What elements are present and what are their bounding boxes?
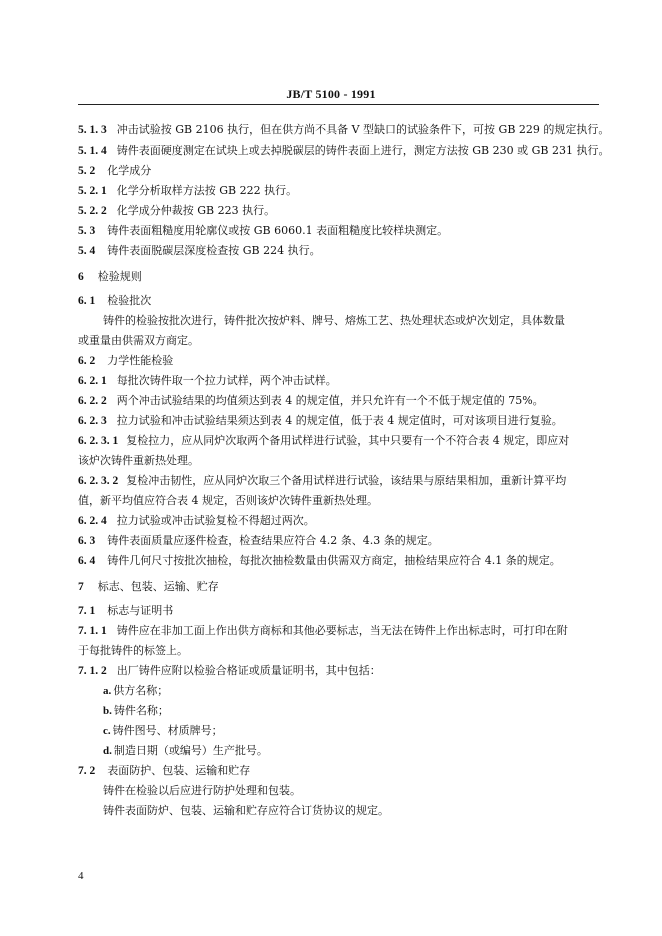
text-line xyxy=(78,224,448,238)
clause-number: 5. 1. 4 xyxy=(78,145,107,157)
clause-text: 表面防护、包装、运输和贮存 xyxy=(107,764,251,777)
clause-text: 铸件图号、材质牌号； xyxy=(112,724,223,737)
clause-text: 铸件名称； xyxy=(113,704,169,717)
text-line xyxy=(78,454,199,468)
text-line xyxy=(78,294,151,308)
document-header: JB/T 5100 - 1991 xyxy=(286,87,376,101)
text-line xyxy=(78,270,142,284)
clause-text: 标志与证明书 xyxy=(107,604,174,617)
clause-text: 铸件表面脱碳层深度检查按 GB 224 执行。 xyxy=(107,244,321,257)
clause-text: 该炉次铸件重新热处理。 xyxy=(78,454,199,467)
clause-text: 标志、包装、运输、贮存 xyxy=(97,580,219,593)
clause-text: 化学分析取样方法按 GB 222 执行。 xyxy=(116,184,298,197)
clause-text: 出厂铸件应附以检验合格证或质量证明书，其中包括： xyxy=(116,664,381,677)
clause-number: 6. 2 xyxy=(78,355,96,367)
list-item-label: c. xyxy=(103,725,111,737)
clause-text: 检验规则 xyxy=(97,270,142,283)
clause-number: 6. 2. 1 xyxy=(78,375,107,387)
text-line xyxy=(78,644,188,658)
text-line xyxy=(78,624,568,638)
clause-number: 7. 1. 1 xyxy=(78,625,107,637)
clause-number: 6. 2. 3. 2 xyxy=(78,475,119,487)
clause-text: 拉力试验或冲击试验复检不得超过两次。 xyxy=(116,514,315,527)
text-line xyxy=(78,204,275,218)
clause-number: 6. 2. 4 xyxy=(78,515,107,527)
text-line xyxy=(78,374,337,388)
text-line xyxy=(78,474,566,488)
clause-number: 5. 2 xyxy=(78,165,96,177)
clause-text: 两个冲击试验结果的均值须达到表 4 的规定值，并只允许有一个不低于规定值的 75%。 xyxy=(116,394,544,407)
clause-number: 6. 2. 3 xyxy=(78,415,107,427)
text-line xyxy=(78,580,219,594)
clause-number: 5. 4 xyxy=(78,245,96,257)
clause-text: 铸件表面粗糙度用轮廓仪或按 GB 6060.1 表面粗糙度比较样块测定。 xyxy=(107,224,449,237)
text-line xyxy=(78,554,561,568)
page-number: 4 xyxy=(78,870,84,882)
text-line xyxy=(78,514,315,528)
text-line xyxy=(78,604,173,618)
text-line xyxy=(78,434,569,448)
text-line xyxy=(78,184,297,198)
text-line xyxy=(78,354,173,368)
text-line xyxy=(78,164,151,178)
clause-text: 供方名称； xyxy=(113,684,169,697)
clause-text: 化学成分仲裁按 GB 223 执行。 xyxy=(116,204,276,217)
text-line xyxy=(103,724,223,738)
clause-text: 铸件表面质量应逐件检查，检查结果应符合 4.2 条、4.3 条的规定。 xyxy=(107,534,439,547)
clause-number: 5. 1. 3 xyxy=(78,124,107,136)
clause-text: 铸件应在非加工面上作出供方商标和其他必要标志，当无法在铸件上作出标志时，可打印在附 xyxy=(116,624,568,637)
list-item-label: b. xyxy=(103,705,112,717)
list-item-label: a. xyxy=(103,685,112,697)
clause-number: 6. 2. 2 xyxy=(78,395,107,407)
clause-text: 或重量由供需双方商定。 xyxy=(78,334,199,347)
clause-text: 铸件几何尺寸按批次抽检，每批次抽检数量由供需双方商定，抽检结果应符合 4.1 条的规定。 xyxy=(107,554,561,567)
text-line xyxy=(103,314,565,328)
text-line xyxy=(78,244,321,258)
text-line xyxy=(103,784,301,798)
clause-number: 6. 4 xyxy=(78,555,96,567)
clause-text: 每批次铸件取一个拉力试样，两个冲击试样。 xyxy=(116,374,337,387)
text-line xyxy=(103,704,169,718)
text-line xyxy=(78,414,563,428)
text-line xyxy=(103,804,389,818)
clause-number: 5. 3 xyxy=(78,225,96,237)
clause-number: 6 xyxy=(78,271,84,283)
text-line xyxy=(78,394,544,408)
clause-text: 复检拉力，应从同炉次取两个备用试样进行试验，其中只要有一个不符合表 4 规定，即应对 xyxy=(126,434,570,447)
clause-text: 力学性能检验 xyxy=(107,354,174,367)
text-line xyxy=(78,144,609,158)
clause-number: 5. 2. 2 xyxy=(78,205,107,217)
text-line xyxy=(103,744,268,758)
header-rule xyxy=(78,104,599,105)
clause-number: 7. 1. 2 xyxy=(78,665,107,677)
clause-text: 铸件在检验以后应进行防护处理和包装。 xyxy=(103,784,301,797)
clause-number: 7 xyxy=(78,581,84,593)
clause-text: 铸件表面硬度测定在试块上或去掉脱碳层的铸件表面上进行，测定方法按 GB 230 或 GB 231 执行。 xyxy=(116,144,610,157)
clause-text: 冲击试验按 GB 2106 执行，但在供方尚不具备 V 型缺口的试验条件下，可按 GB 229 的规定执行。 xyxy=(116,123,610,136)
text-line xyxy=(103,684,168,698)
clause-text: 复检冲击韧性，应从同炉次取三个备用试样进行试验，该结果与原结果相加，重新计算平均 xyxy=(126,474,567,487)
clause-number: 5. 2. 1 xyxy=(78,185,107,197)
clause-text: 制造日期（或编号）生产批号。 xyxy=(113,744,268,757)
text-line xyxy=(78,494,378,508)
clause-text: 化学成分 xyxy=(107,164,152,177)
clause-text: 铸件的检验按批次进行，铸件批次按炉料、牌号、熔炼工艺、热处理状态或炉次划定，具体数量 xyxy=(103,314,565,327)
clause-text: 检验批次 xyxy=(107,294,152,307)
clause-number: 6. 1 xyxy=(78,295,96,307)
clause-text: 铸件表面防炉、包装、运输和贮存应符合订货协议的规定。 xyxy=(103,804,389,817)
clause-text: 拉力试验和冲击试验结果须达到表 4 的规定值，低于表 4 规定值时，可对该项目进行复验。 xyxy=(116,414,563,427)
text-line xyxy=(78,123,609,137)
clause-text: 值，新平均值应符合表 4 规定，否则该炉次铸件重新热处理。 xyxy=(78,494,378,507)
clause-text: 于每批铸件的标签上。 xyxy=(78,644,188,657)
list-item-label: d. xyxy=(103,745,112,757)
clause-number: 6. 3 xyxy=(78,535,96,547)
clause-number: 7. 1 xyxy=(78,605,96,617)
text-line xyxy=(78,334,199,348)
text-line xyxy=(78,764,250,778)
text-line xyxy=(78,534,439,548)
text-line xyxy=(78,664,381,678)
clause-number: 6. 2. 3. 1 xyxy=(78,435,119,447)
clause-number: 7. 2 xyxy=(78,765,96,777)
